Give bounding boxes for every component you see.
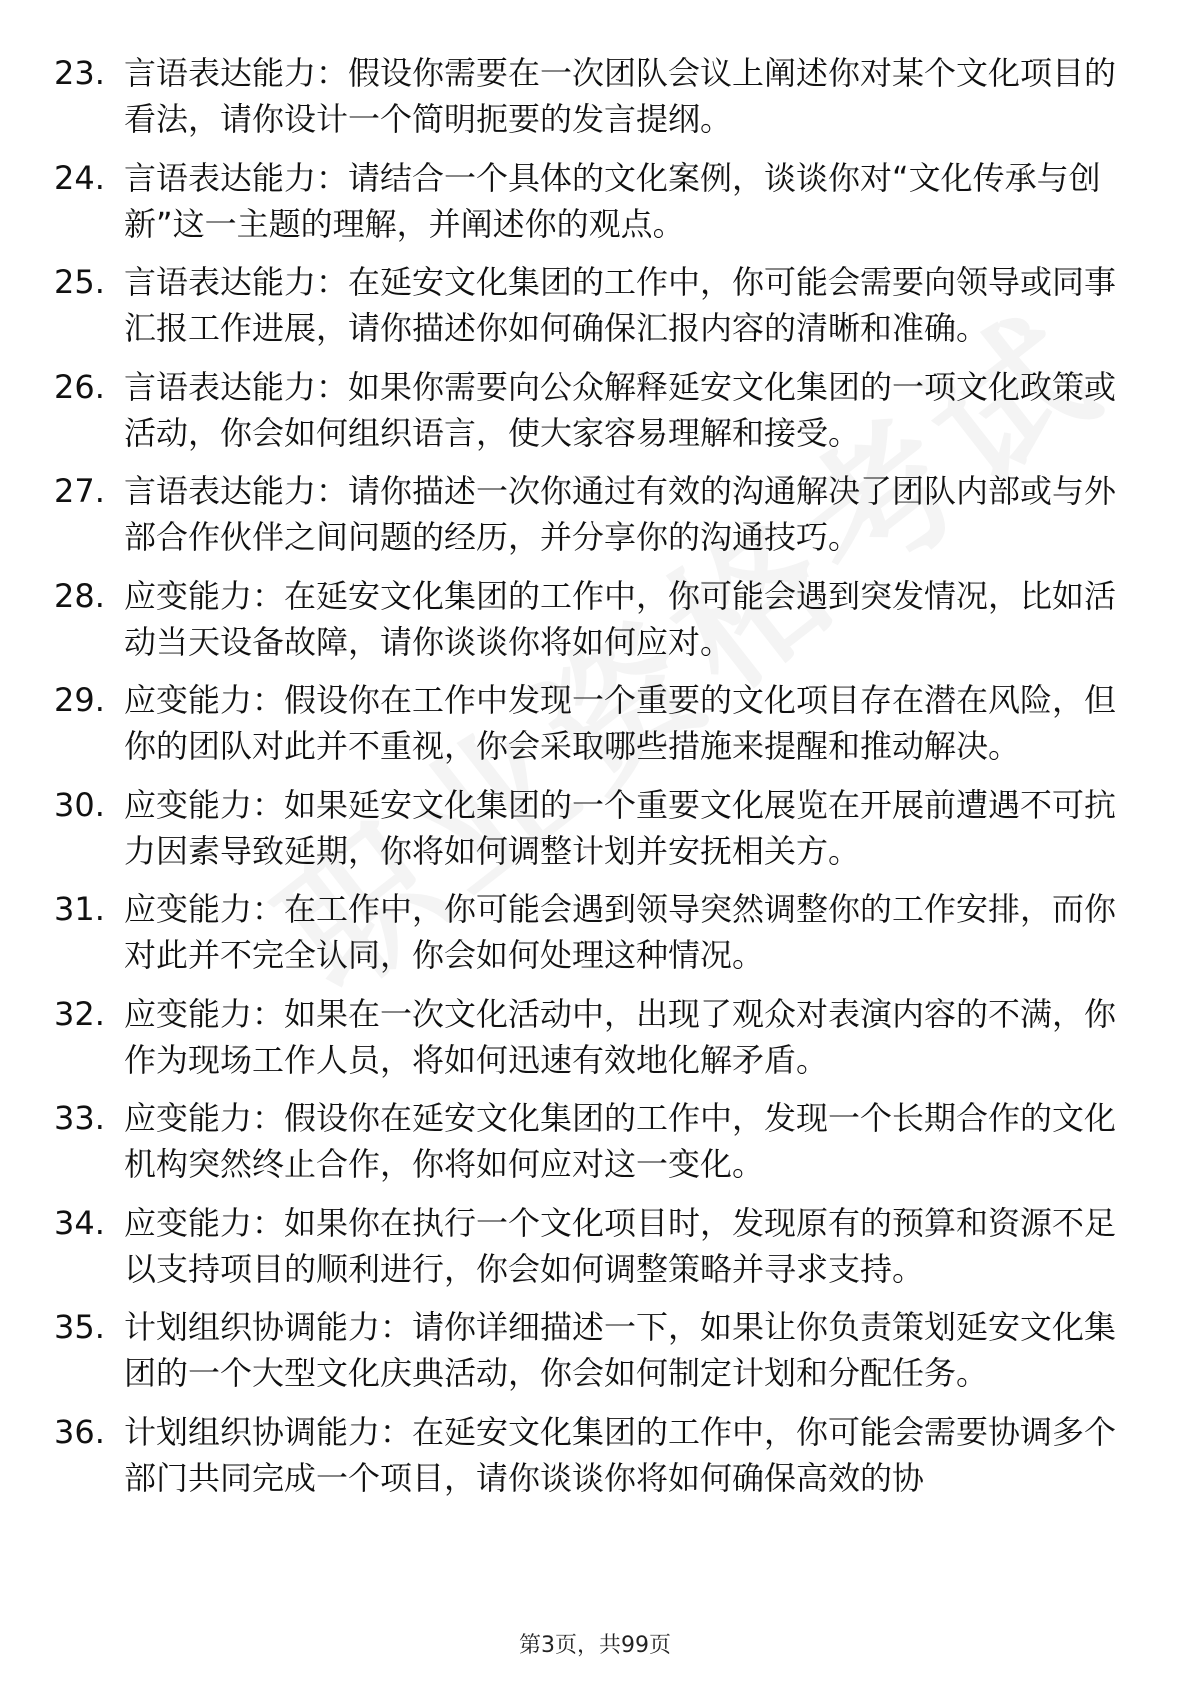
question-text: 应变能力：如果延安文化集团的一个重要文化展览在开展前遭遇不可抗力因素导致延期，你将如何调整计划并安抚相关方。 [124, 785, 1117, 870]
question-number: 24. [54, 158, 105, 197]
question-item [54, 1200, 1144, 1292]
question-text: 应变能力：如果在一次文化活动中，出现了观众对表演内容的不满，你作为现场工作人员，将如何迅速有效地化解矛盾。 [124, 994, 1117, 1079]
question-item [54, 468, 1144, 560]
question-item [54, 782, 1144, 874]
question-item [54, 677, 1144, 769]
question-number: 36. [54, 1412, 105, 1451]
question-number: 29. [54, 681, 105, 719]
page-footer [0, 1632, 1190, 1660]
question-number: 27. [54, 472, 105, 510]
question-item [54, 364, 1144, 456]
question-number: 26. [54, 367, 105, 406]
question-number: 31. [54, 890, 105, 928]
question-number: 34. [54, 1203, 105, 1242]
question-text: 应变能力：假设你在工作中发现一个重要的文化项目存在潜在风险，但你的团队对此并不重视，你会采取哪些措施来提醒和推动解决。 [124, 681, 1117, 765]
question-text: 计划组织协调能力：请你详细描述一下，如果让你负责策划延安文化集团的一个大型文化庆典活动，你会如何制定计划和分配任务。 [124, 1308, 1117, 1392]
question-text: 应变能力：假设你在延安文化集团的工作中，发现一个长期合作的文化机构突然终止合作，你将如何应对这一变化。 [124, 1099, 1117, 1183]
question-item [54, 991, 1144, 1083]
question-text: 应变能力：在延安文化集团的工作中，你可能会遇到突发情况，比如活动当天设备故障，请你谈谈你将如何应对。 [124, 576, 1117, 661]
question-item [54, 1409, 1144, 1501]
question-number: 32. [54, 994, 105, 1033]
question-item [54, 1095, 1144, 1187]
page-number-label: 第3页，共99页 [519, 1633, 671, 1658]
question-text: 言语表达能力：如果你需要向公众解释延安文化集团的一项文化政策或活动，你会如何组织语言，使大家容易理解和接受。 [124, 367, 1117, 452]
question-text: 计划组织协调能力：在延安文化集团的工作中，你可能会需要协调多个部门共同完成一个项目，请你谈谈你将如何确保高效的协 [124, 1412, 1117, 1497]
question-number: 25. [54, 263, 105, 301]
question-item [54, 155, 1144, 247]
question-number: 33. [54, 1099, 105, 1137]
question-text: 应变能力：在工作中，你可能会遇到领导突然调整你的工作安排，而你对此并不完全认同，你会如何处理这种情况。 [124, 890, 1117, 974]
question-item [54, 886, 1144, 978]
question-item [54, 50, 1144, 142]
question-text: 言语表达能力：假设你需要在一次团队会议上阐述你对某个文化项目的看法，请你设计一个简明扼要的发言提纲。 [124, 54, 1117, 138]
question-text: 言语表达能力：请结合一个具体的文化案例，谈谈你对“文化传承与创新”这一主题的理解，并阐述你的观点。 [124, 158, 1101, 243]
question-item [54, 573, 1144, 665]
question-text: 言语表达能力：请你描述一次你通过有效的沟通解决了团队内部或与外部合作伙伴之间问题的经历，并分享你的沟通技巧。 [124, 472, 1117, 556]
question-number: 28. [54, 576, 105, 615]
question-text: 言语表达能力：在延安文化集团的工作中，你可能会需要向领导或同事汇报工作进展，请你描述你如何确保汇报内容的清晰和准确。 [124, 263, 1117, 347]
question-number: 23. [54, 54, 105, 92]
question-list [54, 50, 1144, 1513]
question-item [54, 1304, 1144, 1396]
question-number: 30. [54, 785, 105, 824]
question-text: 应变能力：如果你在执行一个文化项目时，发现原有的预算和资源不足以支持项目的顺利进行，你会如何调整策略并寻求支持。 [124, 1203, 1117, 1288]
question-item [54, 259, 1144, 351]
question-number: 35. [54, 1308, 105, 1346]
